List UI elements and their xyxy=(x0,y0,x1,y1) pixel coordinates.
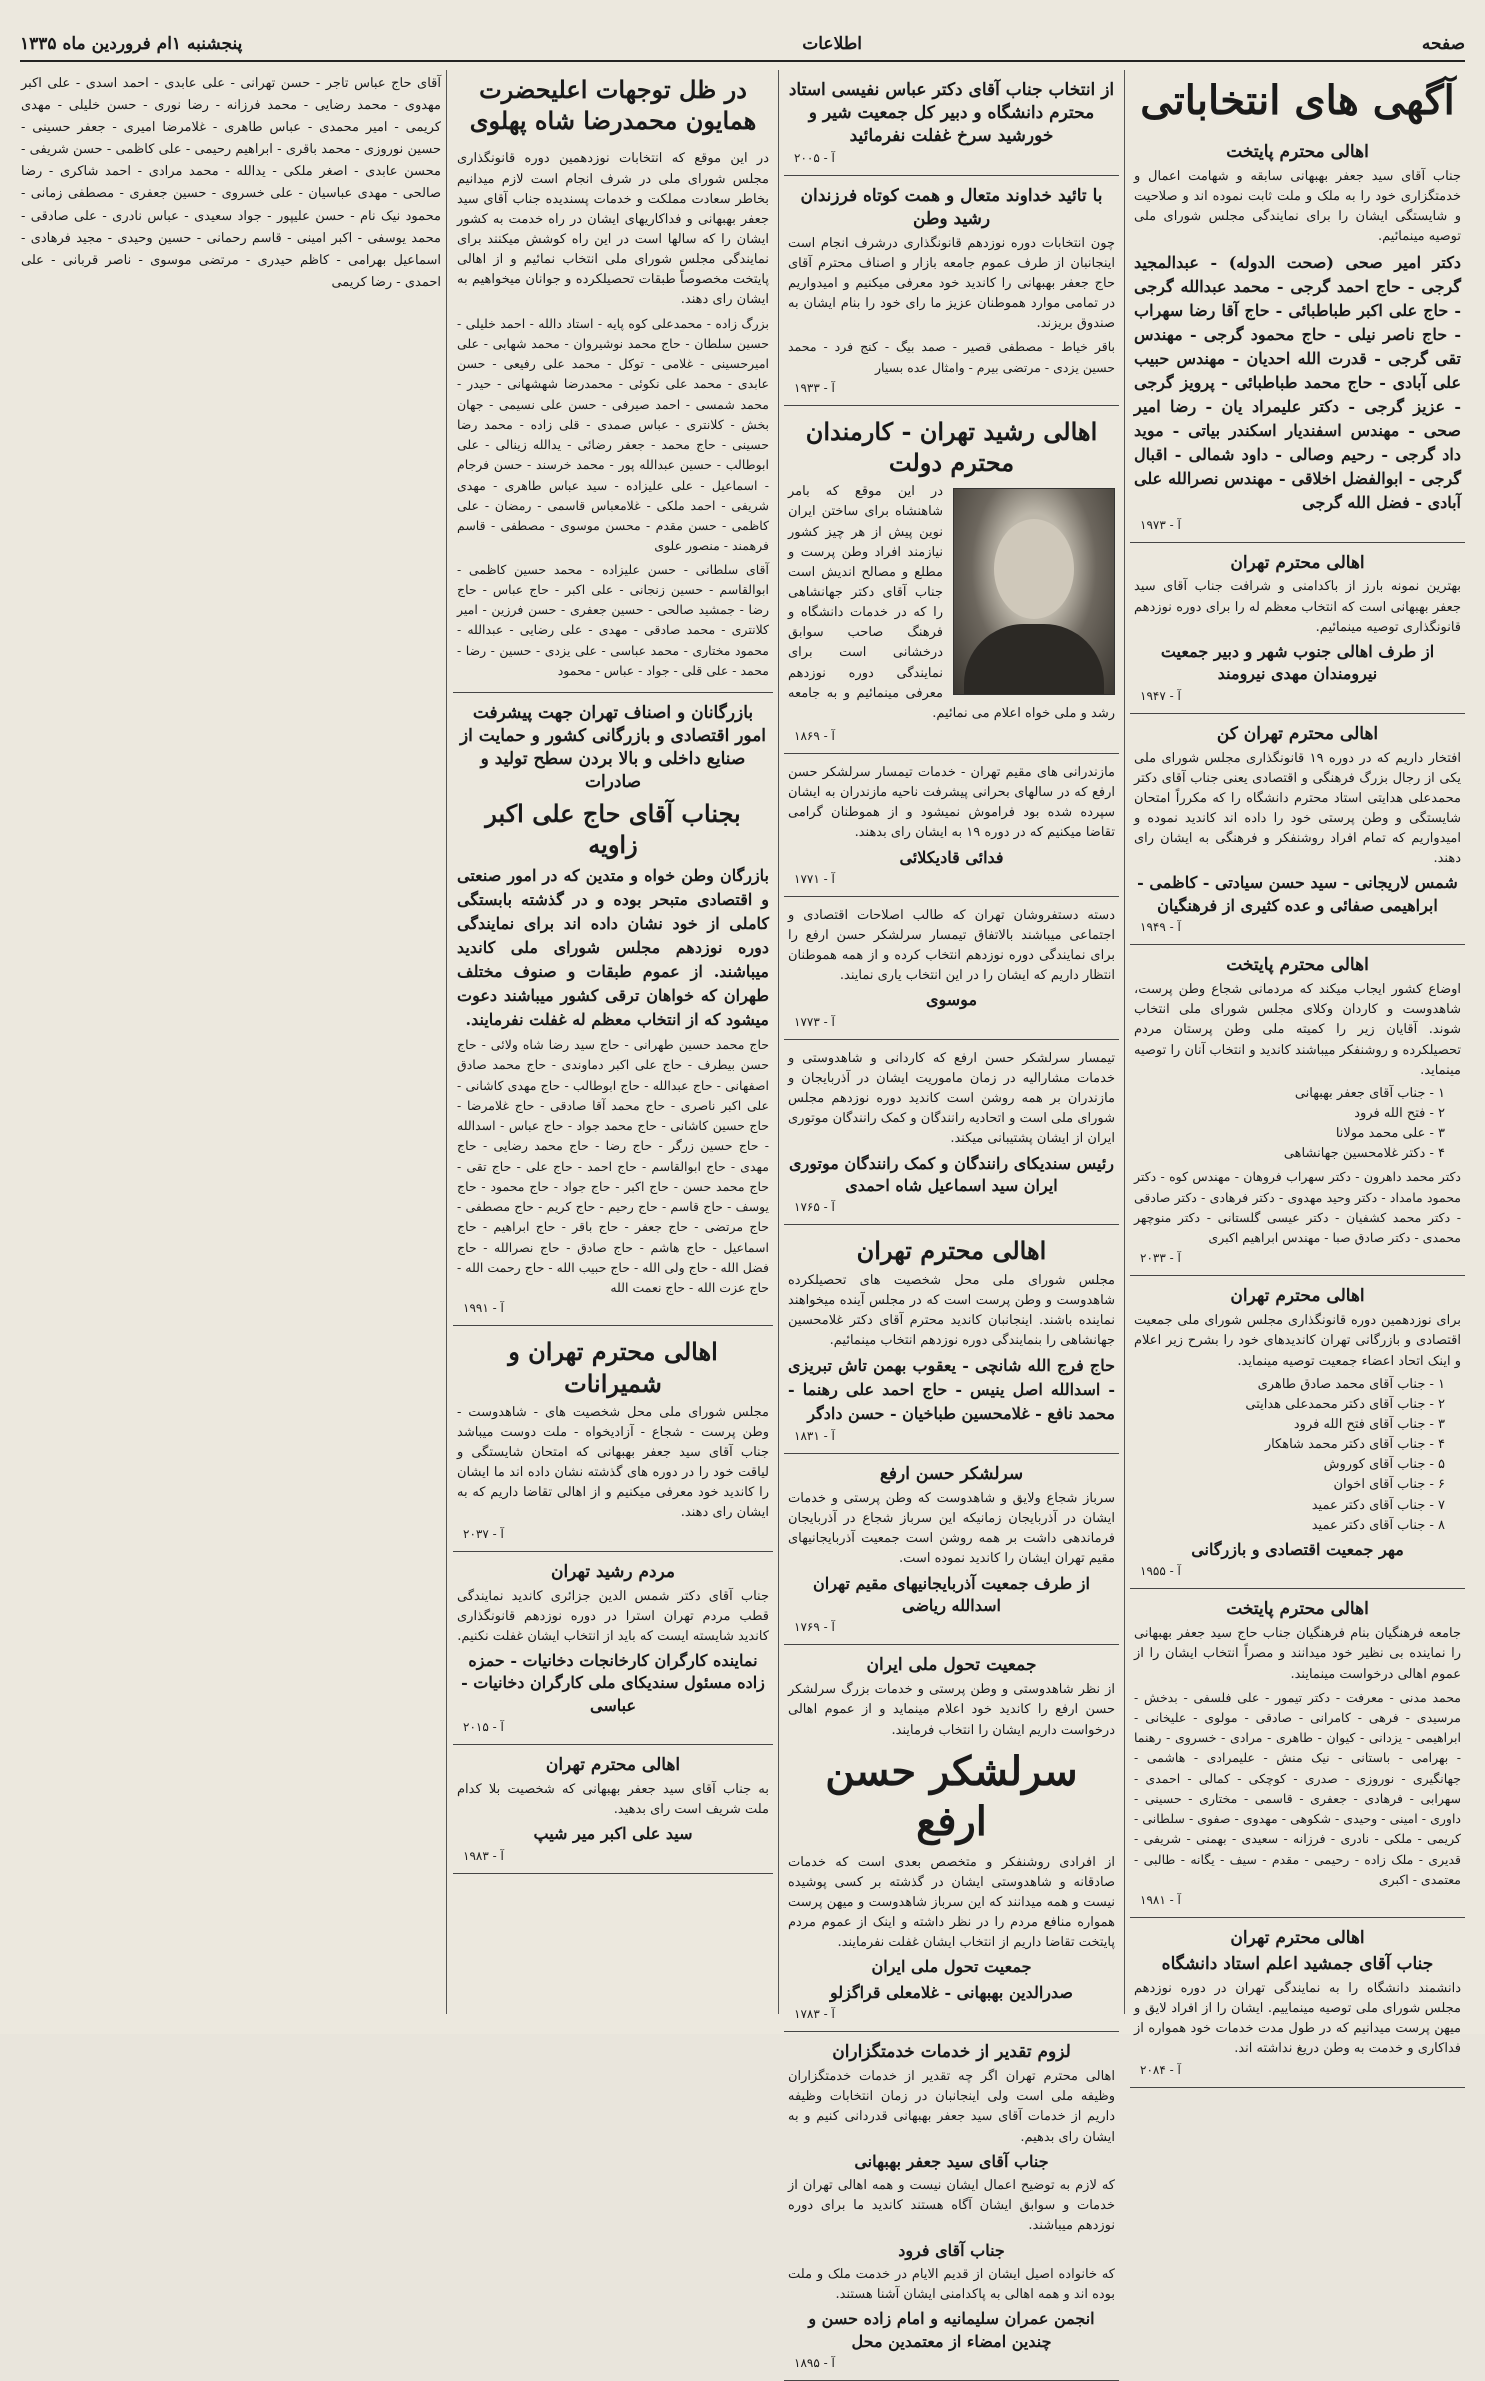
notice-5 xyxy=(784,897,1119,1040)
ad-code: ۱۹۴۷ - آ xyxy=(1140,688,1181,703)
notice-heading: با تائید خداوند متعال و همت کوتاه فرزندان رشید وطن xyxy=(800,185,1103,229)
notice-body: سرباز شجاع ولایق و شاهدوست که وطن پرستی و خدمات ایشان در آذربایجان زمانیکه این سرباز شجاع در آذربایجان فرماندهی داشت بر همه روشن است جمعیت آذربایجانیهای مقیم تهران ایشان را کاندید نموده است. xyxy=(788,1491,1115,1567)
signature: مهر جمعیت اقتصادی و بازرگانی xyxy=(1191,1539,1404,1559)
signature: انجمن عمران سلیمانیه و امام زاده حسن و چندین امضاء از معتمدین محل xyxy=(808,2309,1095,2351)
section-title: در ظل توجهات اعلیحضرت همایون محمدرضا شاه پهلوی xyxy=(469,75,757,136)
notice-body: در این موقع که انتخابات نوزدهمین دوره قانونگذاری مجلس شورای ملی در شرف انجام است لازم میدانیم بخاطر سعادت مملکت و خدمات پسندیده جناب آقای سید جعفر بهبهانی و فداکاریهای ایشان در راه خدمت به کشور ایشان را که سالها است در این راه کوشش میکنند برای نمایندگی مجلس شورای ملی انتخاب نمائیم و از اهالی پایتخت مخصوصاً طبقات تحصیلکرده و جوانان میخواهیم به ایشان رای دهند. xyxy=(457,151,769,308)
notice-subheading: جناب آقای جمشید اعلم استاد دانشگاه xyxy=(1161,1954,1434,1975)
notice-subheading: جناب آقای فرود xyxy=(898,2240,1005,2260)
list-item: ۶ - جناب آقای اخوان xyxy=(1333,1477,1445,1493)
signatories: محمد مدنی - معرفت - دکتر تیمور - علی فلسفی - بدخش - مرسیدی - فرهی - کامرانی - صادقی - مولوی - علیخانی - ابراهیمی - یزدانی - کیوان - طاهری - مرادی - خسروی - رهنما - بهرامی - باستانی - نیک منش - علیمرادی - هاشمی - جهانگیری - نوروزی - صدری - کوچکی - کمالی - احمدی - سهرابی - فرهادی - جعفری - قاسمی - مختاری - حسینی - داوری - امینی - وحیدی - شکوهی - مهدوی - صفوی - سلطانی - کریمی - ملکی - نادری - فرزانه - سعیدی - بهمنی - شریفی - قدیری - ملک زاده - رحیمی - مقدم - سیف - یگانه - طالبی - معتمدی - اکبری xyxy=(1134,1689,1461,1887)
notice-1 xyxy=(1130,132,1465,543)
signature: فدائی قادیکلائی xyxy=(899,847,1004,867)
column-2 xyxy=(784,70,1119,2370)
notice-body: مازندرانی های مقیم تهران - خدمات تیمسار سرلشکر حسن ارفع که در سالهای بحرانی پیشرفت ناحیه مازندران به ایشان سپرده شده بود فراموش نمیشود و از هموطنان گرامی تقاضا میکنیم که در دوره ۱۹ به ایشان رای بدهند. xyxy=(788,764,1115,841)
notice-heading: بازرگانان و اصناف تهران جهت پیشرفت امور اقتصادی و بازرگانی کشور و حمایت از صنایع داخلی و بالا بردن سطح تولید و صادرات xyxy=(459,703,767,792)
notice-body: دسته دستفروشان تهران که طالب اصلاحات اقتصادی و اجتماعی میباشند بالاتفاق تیمسار سرلشکر حسن ارفع را برای نمایندگی دوره نوزدهم انتخاب کرده و از همه هموطنان انتظار داریم که ایشان را در این انتخاب یاری نمایند. xyxy=(788,907,1115,984)
candidate-name: بجناب آقای حاج علی اکبر زاویه xyxy=(485,798,741,859)
notice-body: جناب آقای دکتر شمس الدین جزائری کاندید نمایندگی قطب مردم تهران استرا در دوره نوزدهم قانونگذاری کاندید شایسته ایست که باید از انتخاب ایشان غفلت نکنیم. xyxy=(457,1588,769,1644)
notice-7 xyxy=(784,1225,1119,1454)
candidate-name: سرلشکر حسن ارفع xyxy=(825,1747,1078,1845)
list-item: ۵ - جناب آقای کوروش xyxy=(1323,1457,1445,1473)
portrait-suit xyxy=(964,624,1104,694)
signature: شمس لاریجانی - سید حسن سیادتی - کاظمی - ابراهیمی صفائی و عده کثیری از فرهنگیان xyxy=(1137,873,1458,915)
notice-5 xyxy=(1130,1276,1465,1589)
ad-code: ۱۸۳۱ - آ xyxy=(794,1429,835,1444)
signatories: آقای سلطانی - حسن علیزاده - محمد حسین کاظمی - ابوالقاسم - حسین زنجانی - علی اکبر - حاج عباس - حاج رضا - جمشید صالحی - حسین جعفری - حسن فرزین - امیر کلانتری - محمد صادقی - مهدی - علی رضایی - عبدالله - محمود مختاری - محمد عباسی - علی یزدی - حسین - رضا - محمد - علی قلی - جواد - عباس - محمود xyxy=(457,561,769,678)
notice-body: در این موقع که بامر شاهنشاه برای ساختن ایران نوین پیش از هر چیز کشور نیازمند افراد وطن پرست و مطلع و مصالح اندیش است جناب آقای دکتر جهانشاهی را که در خدمات دانشگاه و فرهنگ صاحب سوابق درخشانی است برای نمایندگی دوره نوزدهم معرفی مینمائیم و به جامعه رشد و ملی خواه اعلام می نمائیم. xyxy=(788,484,1115,721)
ad-code: ۱۷۸۳ - آ xyxy=(794,2007,835,2022)
list-item: ۴ - دکتر غلامحسین جهانشاهی xyxy=(1283,1146,1445,1162)
notice-10 xyxy=(784,2032,1119,2381)
candidate-portrait xyxy=(953,488,1115,695)
notice-3 xyxy=(1130,714,1465,946)
notice-body: از افرادی روشنفکر و متخصص بعدی است که خدمات صادقانه و شاهدوستی ایشان در گذشته بر کسی پوشیده نیست و همه میدانند که این سرباز شاهدوست و میهن پرست همواره منافع مردم را در نظر داشته و اینک از عموم مردم پایتخت تقاضا داریم از انتخاب ایشان غفلت نفرمایند. xyxy=(788,1854,1115,1951)
notice-8 xyxy=(784,1454,1119,1645)
notice-4 xyxy=(784,754,1119,897)
notice-heading: اهالی محترم تهران xyxy=(1230,1286,1365,1307)
notice-2 xyxy=(453,693,773,1326)
column-4 xyxy=(21,70,441,2014)
notice-body: چون انتخابات دوره نوزدهم قانونگذاری درشرف انجام است اینجانبان از طرف عموم جامعه بازار و اصناف محترم آقای حاج جعفر بهبهانی را کاندید خود معرفی میکنیم و امیدواریم در تمامی موارد هموطنان عزیز ما رای خود را بنام ایشان به صندوق بریزند. xyxy=(788,235,1115,332)
ad-code: ۱۹۵۵ - آ xyxy=(1140,1564,1181,1579)
column-3 xyxy=(453,70,773,2014)
ad-code: ۱۹۷۳ - آ xyxy=(1140,517,1181,532)
notice-body: اهالی محترم تهران اگر چه تقدیر از خدمات خدمتگزاران وظیفه ملی است ولی اینجانبان در زمان انتخابات وظیفه داریم از خدمات آقای سید جعفر بهبهانی قدردانی کنیم و به ایشان رای بدهیم. xyxy=(788,2069,1115,2145)
signature: رئیس سندیکای رانندگان و کمک رانندگان موتوری ایران سید اسماعیل شاه احمدی xyxy=(788,1153,1115,1195)
notice-2 xyxy=(784,176,1119,406)
notice-heading: از انتخاب جناب آقای دکتر عباس نفیسی استاد محترم دانشگاه و دبیر کل جمعیت شیر و خورشید سرخ غفلت نفرمائید xyxy=(788,80,1115,146)
ad-code: ۱۹۸۳ - آ xyxy=(463,1848,504,1863)
signature: از طرف اهالی جنوب شهر و دبیر جمعیت نیرومندان مهدی نیرومند xyxy=(1160,641,1435,684)
section-title: آگهی های انتخاباتی xyxy=(1140,77,1455,124)
candidate-list xyxy=(1134,1084,1445,1165)
signature: از طرف جمعیت آذربایجانیهای مقیم تهران اسدالله ریاضی xyxy=(813,1573,1090,1615)
notice-subheading: جناب آقای سید جعفر بهبهانی xyxy=(854,2151,1049,2171)
notice-heading: اهالی محترم تهران xyxy=(856,1236,1047,1266)
signatories: آقای حاج عباس تاجر - حسن تهرانی - علی عابدی - احمد اسدی - علی اکبر مهدوی - محمد رضایی - محمد فرزانه - رضا نوری - حسن خلیلی - مهدی کریمی - امیر محمدی - عباس طاهری - غلامرضا امیری - جعفر حسینی - حسین نوروزی - محمد باقری - ابراهیم رحیمی - علی کاظمی - حسن شریفی - محسن عابدی - اصغر ملکی - یدالله - محمد مرادی - احمد شاکری - رضا صالحی - مهدی عباسیان - علی خسروی - حسین جعفری - مصطفی زمانی - محمود نیک نام - حسن علیپور - جواد سعیدی - عباس نادری - علی صادقی - محمد یوسفی - اکبر امینی - قاسم رحمانی - حسین وحیدی - مجید فرهادی - اسماعیل بهرامی - کاظم حیدری - مرتضی موسوی - ناصر قربانی - علی احمدی - رضا کریمی xyxy=(21,76,441,290)
signature: نماینده کارگران کارخانجات دخانیات - حمزه زاده مسئول سندیکای ملی کارگران دخانیات - عباسی xyxy=(461,1650,765,1715)
notice-5 xyxy=(453,1745,773,1874)
ad-code: ۱۸۹۵ - آ xyxy=(794,2355,835,2370)
column-1 xyxy=(1130,70,1465,2077)
ad-code: ۲۰۱۵ - آ xyxy=(463,1720,504,1735)
ad-code: ۱۷۷۱ - آ xyxy=(794,871,835,886)
notice-heading: اهالی محترم تهران xyxy=(1230,1928,1365,1949)
ad-code: ۲۰۳۳ - آ xyxy=(1140,1251,1181,1266)
column-rule xyxy=(778,70,779,2014)
notice-6 xyxy=(784,1040,1119,1225)
column-rule xyxy=(446,70,447,2014)
notice-body: دانشمند دانشگاه را به نمایندگی تهران در دوره نوزدهم مجلس شورای ملی توصیه مینماییم. ایشان را از افراد لایق و میهن پرست میدانیم که در طول مدت خدمات خود همواره از فداکاری و خدمت به وطن دریغ نداشته اند. xyxy=(1134,1981,1461,2057)
signatories: باقر خیاط - مصطفی قصیر - صمد بیگ - کنج فرد - محمد حسین یزدی - مرتضی بیرم - وامثال عده بسیار xyxy=(788,339,1115,375)
notice-heading: اهالی محترم پایتخت xyxy=(1226,1599,1369,1620)
notice-6 xyxy=(1130,1589,1465,1918)
ad-code: ۱۹۹۱ - آ xyxy=(463,1301,504,1316)
ad-code: ۱۷۷۳ - آ xyxy=(794,1014,835,1029)
notice-body: جامعه فرهنگیان بنام فرهنگیان جناب حاج سید جعفر بهبهانی را نماینده بی نظیر خود میدانند و مصراً انتخاب ایشان را از عموم اهالی درخواست مینمایند. xyxy=(1134,1626,1461,1682)
notice-9 xyxy=(784,1645,1119,2032)
notice-heading: جمعیت تحول ملی ایران xyxy=(866,1655,1037,1676)
ad-code: ۱۷۶۵ - آ xyxy=(794,1200,835,1215)
notice-heading: اهالی محترم تهران کن xyxy=(1216,723,1379,744)
notice-1 xyxy=(453,140,773,693)
signatories: بزرگ زاده - محمدعلی کوه پایه - استاد دالله - احمد خلیلی - حسین سلطان - حاج محمد نوشیروان - محمد شهابی - علی امیرحسینی - غلامی - توکل - محمد علی رفیعی - حسن عابدی - محمد علی نکوئی - محمدرضا شهشهانی - حیدر - محمد شمسی - احمد صیرفی - حسن علی نسیمی - جهان بخش - کلانتری - عباس صمدی - قلی زاده - محمد رضا حسینی - حاج محمد - جعفر رضائی - یدالله زینالی - علی ابوطالب - حسین عبدالله پور - محمد خرسند - حسن فرجام - اسماعیل - علی علیزاده - سید عباس طاهری - مهدی شریفی - احمد ملکی - غلامعباس قاسمی - رمضان - علی کاظمی - حسن مقدم - محسن موسوی - مصطفی - قاسم فرهمند - منصور علوی xyxy=(457,315,769,554)
ad-code: ۱۷۶۹ - آ xyxy=(794,1620,835,1635)
notice-2 xyxy=(1130,543,1465,714)
ad-code: ۱۹۸۱ - آ xyxy=(1140,1893,1181,1908)
notice-body: که خانواده اصیل ایشان از قدیم الایام در خدمت ملک و ملت بوده اند و همه اهالی به پاکدامنی ایشان آشنا هستند. xyxy=(788,2266,1115,2303)
signatories: دکتر محمد داهرون - دکتر سهراب فروهان - مهندس کوه - دکتر محمود مامداد - دکتر وحید مهدوی - دکتر فرهادی - دکتر صادقی - دکتر محمد کشفیان - دکتر عیسی گلستانی - دکتر منوچهر محمدی - دکتر صادق صبا - مهندس ابراهیم اکبری xyxy=(1134,1169,1461,1246)
notice-3 xyxy=(453,1326,773,1551)
signature-heading: جمعیت تحول ملی ایران xyxy=(871,1957,1032,1977)
page-header xyxy=(20,28,1465,62)
list-item: ۳ - جناب آقای فتح الله فرود xyxy=(1293,1417,1445,1433)
list-item: ۱ - جناب آقای جعفر بهبهانی xyxy=(1294,1085,1445,1101)
ad-code: ۱۹۳۳ - آ xyxy=(794,380,835,395)
list-item: ۸ - جناب آقای دکتر عمید xyxy=(1311,1517,1445,1533)
notice-body: تیمسار سرلشکر حسن ارفع که کاردانی و شاهدوستی و خدمات مشارالیه در زمان ماموریت ایشان در آذربایجان و مازندران بر همه روشن است کاندید دوره نوزدهم مجلس شورای ملی است و اتحادیه رانندگان و کمک رانندگان موتوری ایران از ایشان پشتیبانی میکند. xyxy=(788,1050,1115,1147)
notice-body: بازرگان وطن خواه و متدین که در امور صنعتی و اقتصادی متبحر بوده و در گذشته بابستگی کاملی از خود نشان داده اند برای نمایندگی دوره نوزدهم مجلس شورای ملی کاندید میباشند. از عموم طبقات و صنوف مختلف طهران که خواهان ترقی کشور میباشند دعوت میشود که از انتخاب معظم له غفلت نفرمایند. xyxy=(457,866,769,1030)
signatories: حاج محمد حسین طهرانی - حاج سید رضا شاه ولائی - حاج حسن بیطرف - حاج علی اکبر دماوندی - حاج محمد صادق اصفهانی - حاج عبدالله - حاج ابوطالب - حاج مهدی کاشانی - علی اکبر ناصری - حاج محمد آقا صادقی - حاج غلامرضا - حاج حسین کاشانی - حاج محمد جواد - حاج عباس - اسدالله - حاج حسین زرگر - حاج رضا - حاج محمد رضایی - حاج مهدی - حاج ابوالقاسم - حاج احمد - حاج علی - حاج تقی - حاج محمد حسن - حاج اکبر - حاج جواد - حاج محمود - حاج یوسف - حاج قاسم - حاج رحیم - حاج کریم - حاج مصطفی - حاج مرتضی - حاج جعفر - حاج باقر - حاج ابراهیم - حاج اسماعیل - حاج هاشم - حاج صادق - حاج نصرالله - حاج فضل الله - حاج ولی الله - حاج حبیب الله - حاج رحمت الله - حاج عزت الله - حاج نعمت الله xyxy=(457,1037,769,1296)
list-item: ۷ - جناب آقای دکتر عمید xyxy=(1311,1497,1445,1513)
newspaper-name: اطلاعات xyxy=(802,34,862,54)
signature: صدرالدین بهبهانی - غلامعلی قراگزلو xyxy=(829,1982,1074,2002)
notice-heading: اهالی محترم پایتخت xyxy=(1226,142,1369,162)
notice-body: برای نوزدهمین دوره قانونگذاری مجلس شورای ملی جمعیت اقتصادی و بازرگانی تهران کاندیدهای خود را بشرح زیر اعلام و اینک اتحاد اعضاء جمعیت توصیه مینماید. xyxy=(1134,1313,1461,1369)
notice-4 xyxy=(453,1552,773,1746)
signatories: حاج فرج الله شانچی - یعقوب بهمن تاش تبریزی - اسدالله اصل ینیس - حاج احمد علی رهنما - محمد نافع - غلامحسین طباخیان - حسن دادگر xyxy=(788,1356,1115,1424)
notice-body: جناب آقای سید جعفر بهبهانی سابقه و شهامت اعمال و خدمتگزاری خود را به ملک و ملت ثابت نموده اند و صلاحیت و شایستگی ایشان را برای نمایندگی مجلس شورای ملی توصیه مینمائیم. xyxy=(1134,168,1461,245)
notice-1 xyxy=(784,70,1119,176)
candidate-list xyxy=(1134,1375,1445,1536)
notice-body: افتخار داریم که در دوره ۱۹ قانونگذاری مجلس شورای ملی یکی از رجال بزرگ فرهنگی و اقتصادی یعنی جناب آقای دکتر محمدعلی هدایتی استاد محترم دانشگاه را که مکرراً امتحان شایستگی و وطن پرستی خود را داده اند کاندید نموده و امیدواریم که تمام افراد روشنفکر و فرهنگی به ایشان رای دهند. xyxy=(1134,750,1462,867)
ad-code: ۲۰۸۴ - آ xyxy=(1140,2062,1181,2077)
column-rule xyxy=(1124,70,1125,2014)
list-item: ۳ - علی محمد مولانا xyxy=(1335,1126,1445,1142)
notice-heading: اهالی محترم پایتخت xyxy=(1226,955,1369,976)
signature: موسوی xyxy=(925,990,978,1010)
notice-heading: لزوم تقدیر از خدمات خدمتگزاران xyxy=(832,2042,1071,2063)
notice-heading: اهالی محترم تهران و شمیرانات xyxy=(508,1337,718,1398)
ad-code: ۱۹۴۹ - آ xyxy=(1140,920,1181,935)
notice-body: مجلس شورای ملی محل شخصیت های - شاهدوست - وطن پرست - شجاع - آزادیخواه - ملت دوست میباشد جناب آقای سید جعفر بهبهانی که امتحان شایستگی و لیاقت خود را در دوره های گذشته نشان داده اند ما ایشان را کاندید خود معرفی میکنیم و از اهالی تقاضا داریم که به ایشان رای دهند. xyxy=(457,1404,769,1521)
list-item: ۱ - جناب آقای محمد صادق طاهری xyxy=(1257,1376,1445,1392)
list-item: ۲ - جناب آقای دکتر محمدعلی هدایتی xyxy=(1245,1396,1445,1412)
list-item: ۴ - جناب آقای دکتر محمد شاهکار xyxy=(1264,1437,1445,1453)
notice-3 xyxy=(784,406,1119,754)
notice-body: از نظر شاهدوستی و وطن پرستی و خدمات بزرگ سرلشکر حسن ارفع را کاندید خود اعلام مینماید و از عموم اهالی درخواست داریم ایشان را انتخاب فرمایند. xyxy=(788,1682,1115,1738)
notice-heading: اهالی محترم تهران xyxy=(545,1755,681,1776)
notice-body: مجلس شورای ملی محل شخصیت های تحصیلکرده شاهدوست و وطن پرست است که در مجلس آینده میخواهند نماینده باشند. اینجانبان کاندید محترم آقای دکتر غلامحسین جهانشاهی را بنمایندگی دوره نوزدهم انتخاب مینمائیم. xyxy=(788,1272,1115,1348)
notice-body: که لازم به توضیح اعمال ایشان نیست و همه اهالی تهران از خدمات و سوابق ایشان آگاه هستند کاندید ما برای دوره نوزدهم میباشند. xyxy=(788,2178,1115,2234)
ad-code: ۱۸۶۹ - آ xyxy=(794,728,835,743)
notice-heading: مردم رشید تهران xyxy=(550,1561,676,1582)
notice-body: بهترین نمونه بارز از باکدامنی و شرافت جناب آقای سید جعفر بهبهانی است که انتخاب معظم له را برای دوره نوزدهم قانونگذاری توصیه مینمائیم. xyxy=(1134,579,1461,635)
notice-body: به جناب آقای سید جعفر بهبهانی که شخصیت بلا کدام ملت شریف است رای بدهید. xyxy=(457,1782,769,1818)
list-item: ۲ - فتح الله فرود xyxy=(1354,1105,1445,1121)
page-label: صفحه xyxy=(1421,34,1465,54)
notice-7 xyxy=(1130,1918,1465,2087)
ad-code: ۲۰۰۵ - آ xyxy=(794,150,835,165)
notice-heading: سرلشکر حسن ارفع xyxy=(879,1464,1024,1485)
notice-heading: اهالی محترم تهران xyxy=(1230,552,1365,573)
issue-date: پنجشنبه ۱ام فروردین ماه ۱۳۳۵ xyxy=(20,34,243,54)
signature: سید علی اکبر میر شیپ xyxy=(533,1824,693,1844)
notice-body: اوضاع کشور ایجاب میکند که مردمانی شجاع وطن پرست، شاهدوست و کاردان وکلای مجلس شورای ملی انتخاب شوند. آقایان زیر را کمیته ملی وطن پرستان مردم تحصیلکرده و روشنفکر میباشند کاندید و انتخاب آنان را توصیه مینماید. xyxy=(1134,982,1461,1078)
signatories: دکتر امیر صحی (صحت الدوله) - عبدالمجید گرجی - حاج احمد گرجی - محمد عبدالله گرجی - حاج علی اکبر طباطبائی - حاج آقا رضا سهراب - حاج ناصر نیلی - حاج محمود گرجی - مهندس تقی گرجی - قدرت الله احدیان - مهندس حبیب علی آبادی - حاج محمد طباطبائی - پرویز گرجی - عزیز گرجی - دکتر علیمراد یان - رضا امیر صحی - مهندس اسفندیار اسکندر بیاتی - موید داد گرجی - رحیم وصالی - داود شمالی - اقبال گرجی - ابوالفضل اخلاقی - مهندس نصرالله علی آبادی - فضل الله گرجی xyxy=(1134,252,1461,512)
notice-4 xyxy=(1130,945,1465,1276)
ad-code: ۲۰۳۷ - آ xyxy=(463,1526,504,1541)
notice-heading: اهالی رشید تهران - کارمندان محترم دولت xyxy=(805,416,1098,478)
portrait-face xyxy=(994,519,1074,619)
